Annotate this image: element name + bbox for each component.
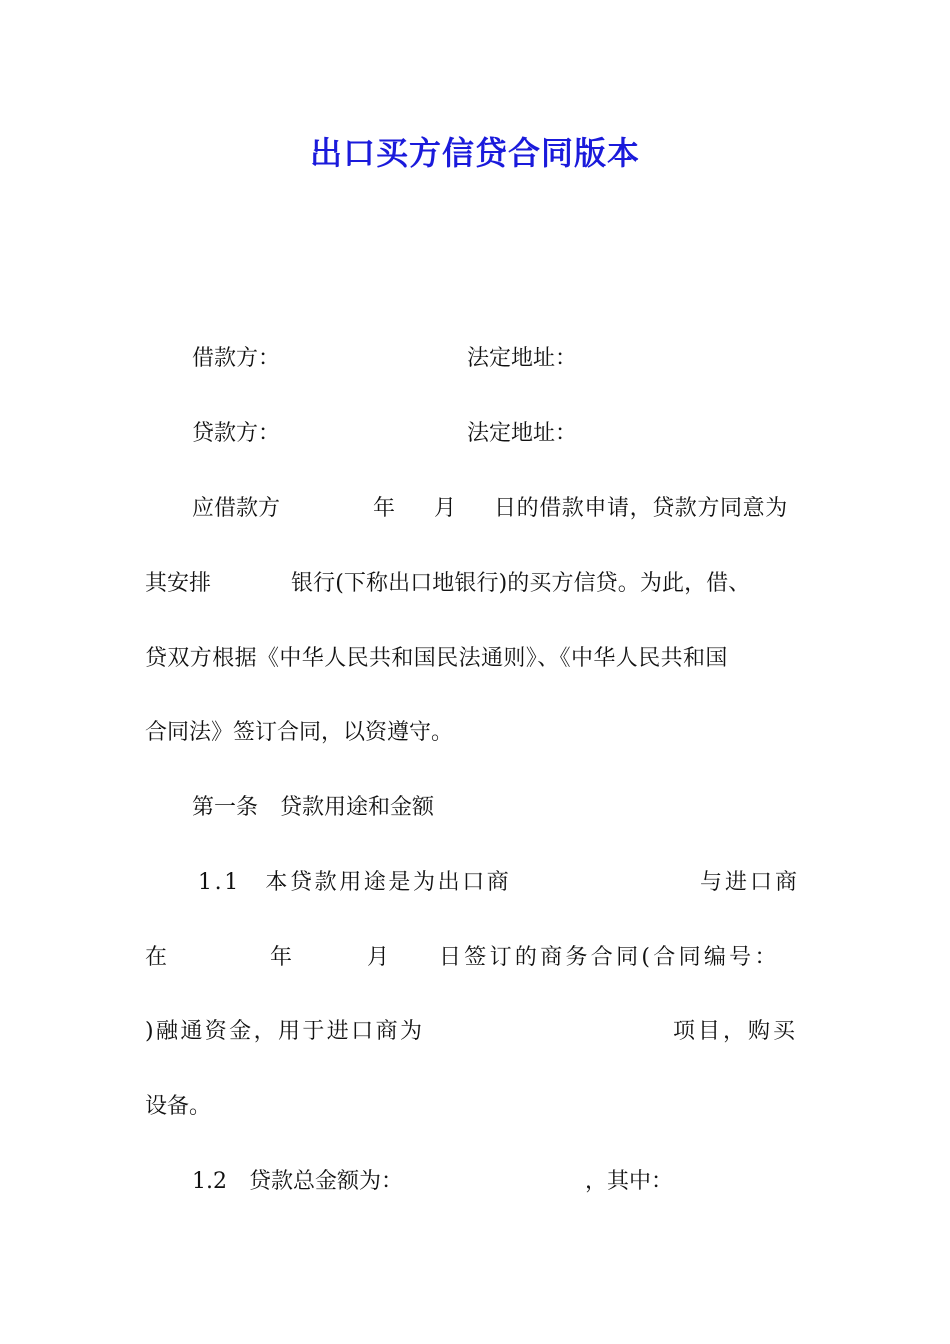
para1-text: 贷双方根据《中华人民共和国民法通则》、《中华人民共和国 <box>145 646 728 671</box>
para1-month: 月 <box>434 496 457 521</box>
para1-year: 年 <box>373 496 396 521</box>
lender-label: 贷款方： <box>192 421 281 446</box>
clause-1-1-text: 与进口商 <box>700 870 801 895</box>
clause-1-1-month: 月 <box>367 945 390 970</box>
para1-text: 其安排 <box>145 571 212 596</box>
lender-address-label: 法定地址： <box>467 421 578 446</box>
clause-1-2-text: ，其中： <box>585 1169 674 1194</box>
para1-text: 应借款方 <box>192 496 281 521</box>
document-title: 出口买方信贷合同版本 <box>309 134 640 172</box>
clause-1-2-text: 1.2 贷款总金额为： <box>192 1169 403 1194</box>
clause-1-1-text: )融通资金，用于进口商为 <box>145 1019 425 1044</box>
article1-heading: 第一条 贷款用途和金额 <box>192 795 435 820</box>
clause-1-1-text: 1.1 本贷款用途是为出口商 <box>198 870 512 895</box>
para1-text: 合同法》签订合同，以资遵守。 <box>145 720 454 745</box>
clause-1-1-text: 日签订的商务合同(合同编号： <box>439 945 780 970</box>
clause-1-1-text: 设备。 <box>145 1094 212 1119</box>
borrower-label: 借款方： <box>192 346 281 371</box>
clause-1-1-text: 在 <box>145 945 168 970</box>
clause-1-1-text: 项目，购买 <box>673 1019 799 1044</box>
para1-text: 银行(下称出口地银行)的买方信贷。为此，借、 <box>291 571 751 596</box>
clause-1-1-year: 年 <box>270 945 293 970</box>
para1-text: 日的借款申请，贷款方同意为 <box>494 496 788 521</box>
borrower-address-label: 法定地址： <box>467 346 578 371</box>
